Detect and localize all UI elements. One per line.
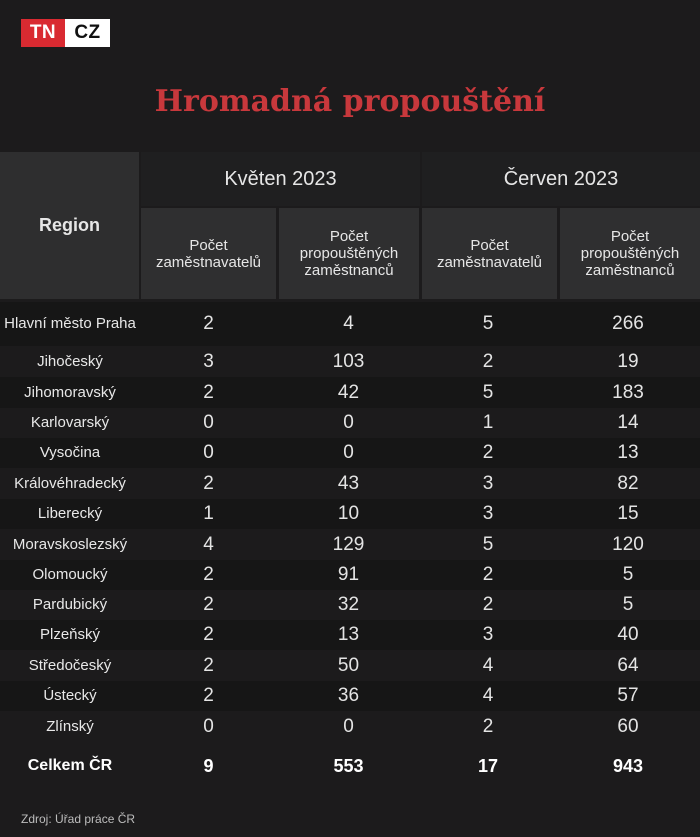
cell-may-employers: 4 — [203, 533, 214, 555]
cell-june-employees: 120 — [612, 533, 644, 555]
cell-may-employees: 13 — [337, 624, 360, 645]
cell-may-employees: 103 — [332, 350, 365, 372]
cell-june-employees: 40 — [617, 624, 639, 645]
region-name: Jihočeský — [37, 352, 103, 370]
cell-may-employers: 2 — [203, 685, 214, 706]
header-june-2023: Červen 2023 — [422, 152, 700, 206]
table-row — [0, 681, 700, 711]
header-region: Region — [0, 152, 139, 299]
cell-june-employers: 5 — [482, 533, 494, 555]
cell-june-employees: 57 — [617, 685, 639, 706]
table-row — [0, 346, 700, 377]
region-name: Středočeský — [28, 656, 112, 674]
total-may-employees: 553 — [333, 755, 364, 776]
cell-june-employees: 14 — [617, 412, 639, 433]
cell-may-employers: 2 — [203, 654, 214, 676]
cell-may-employees: 0 — [343, 412, 354, 433]
table-row — [0, 377, 700, 408]
table-row — [0, 590, 700, 620]
table-row — [0, 620, 700, 650]
header-may-2023: Květen 2023 — [141, 152, 420, 206]
cell-may-employees: 50 — [337, 654, 360, 676]
cell-may-employers: 2 — [203, 624, 214, 645]
cell-june-employers: 2 — [482, 564, 494, 585]
total-may-employers: 9 — [203, 755, 214, 776]
cell-june-employers: 3 — [482, 624, 494, 645]
cell-may-employers: 0 — [203, 715, 214, 737]
region-name: Jihomoravský — [24, 383, 116, 401]
cell-june-employees: 5 — [622, 564, 634, 585]
cell-june-employees: 15 — [617, 503, 639, 524]
region-name: Zlínský — [46, 717, 94, 735]
logo-tn: TN — [21, 19, 65, 47]
cell-may-employees: 4 — [343, 313, 354, 334]
region-name: Vysočina — [39, 444, 101, 461]
logo-cz: CZ — [65, 19, 110, 47]
total-label: Celkem ČR — [27, 757, 113, 774]
region-name: Liberecký — [37, 505, 103, 522]
cell-may-employers: 2 — [203, 472, 214, 494]
region-name: Olomoucký — [32, 566, 108, 583]
region-name: Ústecký — [43, 687, 97, 704]
cell-june-employers: 2 — [482, 442, 494, 463]
cell-may-employees: 32 — [337, 594, 360, 615]
cell-may-employers: 0 — [203, 442, 214, 463]
cell-june-employees: 19 — [617, 350, 639, 372]
tn-cz-logo — [21, 19, 110, 47]
table-row — [0, 711, 700, 742]
cell-may-employees: 0 — [343, 715, 354, 737]
region-name: Pardubický — [32, 596, 108, 613]
total-row — [0, 748, 700, 784]
table-row — [0, 438, 700, 468]
cell-june-employees: 82 — [617, 472, 639, 494]
region-name: Plzeňský — [39, 626, 101, 643]
cell-june-employees: 13 — [617, 442, 639, 463]
cell-june-employers: 3 — [482, 503, 494, 524]
cell-may-employers: 3 — [203, 350, 214, 372]
cell-may-employers: 2 — [203, 381, 214, 403]
region-name: Karlovarský — [30, 414, 110, 431]
cell-may-employees: 91 — [337, 564, 360, 585]
table-row — [0, 499, 700, 529]
table-row — [0, 529, 700, 560]
cell-may-employees: 129 — [332, 533, 365, 555]
header-june-employees: Počet propouštěných zaměstnanců — [560, 208, 700, 299]
header-may-employers: Počet zaměstnavatelů — [141, 208, 276, 299]
cell-june-employers: 2 — [482, 594, 494, 615]
source-note: Zdroj: Úřad práce ČR — [21, 812, 136, 826]
cell-may-employers: 2 — [203, 594, 214, 615]
cell-may-employers: 2 — [203, 313, 214, 334]
total-june-employers: 17 — [477, 755, 499, 776]
cell-may-employers: 2 — [203, 564, 214, 585]
cell-may-employees: 42 — [337, 381, 360, 403]
cell-may-employees: 43 — [337, 472, 360, 494]
page-title: Hromadná propouštění — [154, 84, 546, 119]
cell-may-employees: 10 — [337, 503, 360, 524]
cell-june-employers: 4 — [482, 654, 494, 676]
cell-may-employers: 0 — [203, 412, 214, 433]
cell-june-employers: 5 — [482, 313, 494, 334]
region-name: Hlavní město Praha — [4, 315, 136, 332]
region-name: Moravskoslezský — [12, 535, 128, 553]
cell-june-employees: 64 — [617, 654, 639, 676]
cell-june-employers: 5 — [482, 381, 494, 403]
cell-may-employees: 36 — [337, 685, 360, 706]
cell-may-employers: 1 — [203, 503, 214, 524]
cell-june-employers: 2 — [482, 715, 494, 737]
table-row — [0, 302, 700, 346]
table-row — [0, 468, 700, 499]
table-row — [0, 650, 700, 681]
cell-june-employers: 4 — [482, 685, 494, 706]
cell-june-employees: 183 — [612, 381, 644, 403]
cell-june-employers: 1 — [482, 412, 494, 433]
cell-june-employees: 266 — [612, 313, 644, 334]
region-name: Královéhradecký — [14, 474, 126, 492]
total-june-employees: 943 — [612, 755, 644, 776]
header-may-employees: Počet propouštěných zaměstnanců — [279, 208, 419, 299]
cell-june-employees: 5 — [622, 594, 634, 615]
cell-june-employees: 60 — [617, 715, 639, 737]
header-june-employers: Počet zaměstnavatelů — [422, 208, 557, 299]
table-row — [0, 408, 700, 438]
cell-june-employers: 3 — [482, 472, 494, 494]
cell-june-employers: 2 — [482, 350, 494, 372]
cell-may-employees: 0 — [343, 442, 354, 463]
table-row — [0, 560, 700, 590]
